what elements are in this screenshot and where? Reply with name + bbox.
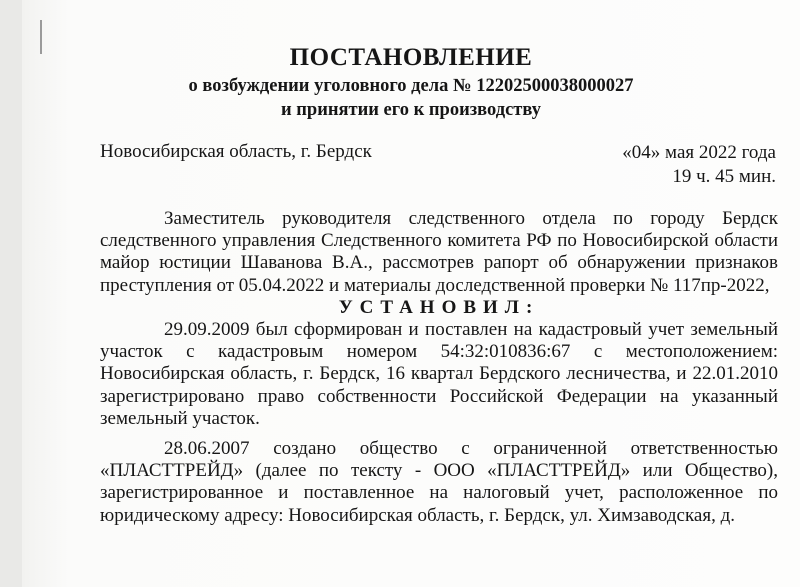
paragraph-1: 29.09.2009 был сформирован и поставлен на кадастровый учет земельный участок с кадастровым номером 54:32:010836:67 с местоположением: Новосибирская область, г. Бердск, 16 квартал Бердского лесничества, и 22.01.2010 зарегистрировано право собственности Российской Федерации на указанный земельный участок. (100, 319, 778, 429)
document-page (22, 0, 800, 587)
established-heading: УСТАНОВИЛ: (338, 296, 540, 318)
document-subtitle-line1: о возбуждении уголовного дела № 12202500038000027 (188, 76, 634, 96)
document-date-block (622, 141, 776, 189)
document-subtitle-line2: и принятии его к производству (280, 100, 542, 120)
intro-paragraph: Заместитель руководителя следственного отдела по городу Бердск следственного управления Следственного комитета РФ по Новосибирской области майор юстиции Шаванова В.А., рассмотрев рапорт об обнаружении признаков преступления от 05.04.2022 и материалы доследственной проверки № 117пр-2022, (100, 208, 778, 296)
document-time: 19 ч. 45 мин. (672, 166, 776, 187)
document-title: ПОСТАНОВЛЕНИЕ (289, 44, 533, 71)
document-date: «04» мая 2022 года (622, 142, 776, 163)
paragraph-2: 28.06.2007 создано общество с ограниченной ответственностью «ПЛАСТТРЕЙД» (далее по тексту - ООО «ПЛАСТТРЕЙД» или Общество), зарегистрированное и поставленное на налоговый учет, расположенное по юридическому адресу: Новосибирская область, г. Бердск, ул. Химзаводская, д. (100, 438, 778, 526)
document-body (100, 208, 778, 527)
document-place: Новосибирская область, г. Бердск (100, 141, 372, 162)
